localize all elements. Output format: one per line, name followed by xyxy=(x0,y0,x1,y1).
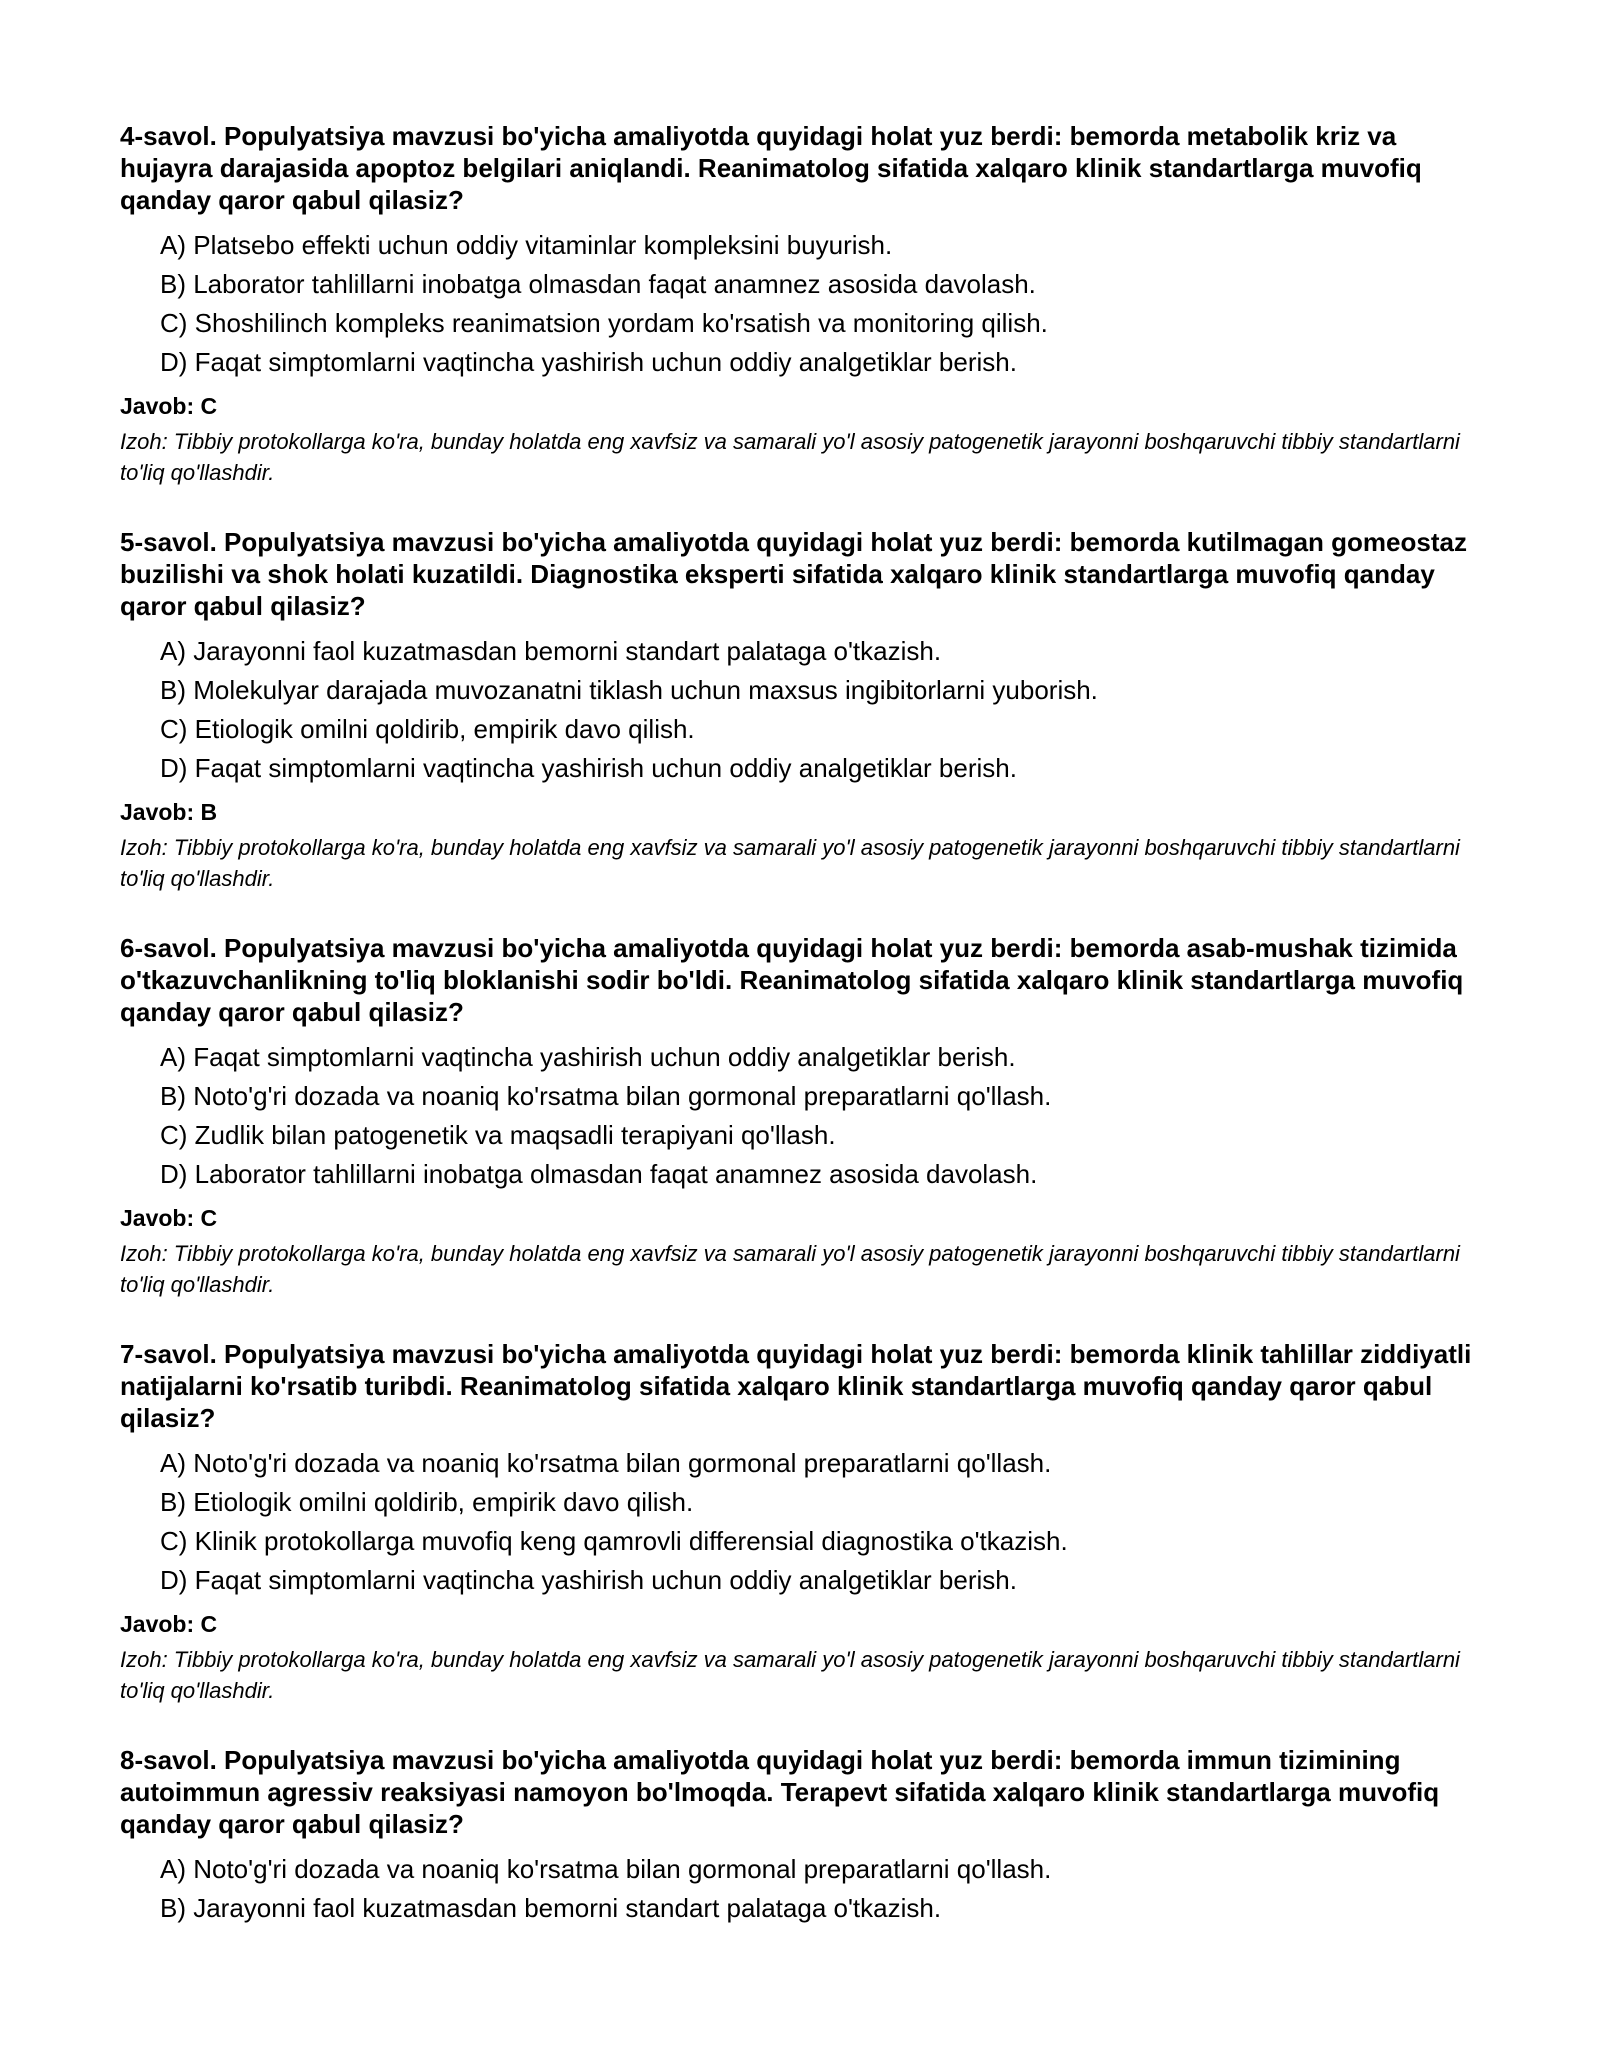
question-text: 6-savol. Populyatsiya mavzusi bo'yicha amaliyotda quyidagi holat yuz berdi: bemorda asab-mushak tizimida o'tkazuvchanlikning to'liq bloklanishi sodir bo'ldi. Reanimatolog sifatida xalqaro klinik standartlarga muvofiq qanday qaror qabul qilasiz? xyxy=(120,933,1464,1027)
question-block xyxy=(120,120,1490,488)
option-b: B) Etiologik omilni qoldirib, empirik davo qilish. xyxy=(160,1487,694,1517)
question-text: 5-savol. Populyatsiya mavzusi bo'yicha amaliyotda quyidagi holat yuz berdi: bemorda kutilmagan gomeostaz buzilishi va shok holati kuzatildi. Diagnostika eksperti sifatida xalqaro klinik standartlarga muvofiq qanday qaror qabul qilasiz? xyxy=(120,527,1467,621)
options-list xyxy=(120,226,1490,382)
answer-label: Javob: C xyxy=(120,393,218,419)
option-c: C) Klinik protokollarga muvofiq keng qamrovli differensial diagnostika o'tkazish. xyxy=(160,1526,1068,1556)
question-text: 8-savol. Populyatsiya mavzusi bo'yicha amaliyotda quyidagi holat yuz berdi: bemorda immun tizimining autoimmun agressiv reaksiyasi namoyon bo'lmoqda. Terapevt sifatida xalqaro klinik standartlarga muvofiq qanday qaror qabul qilasiz? xyxy=(120,1745,1440,1839)
options-list xyxy=(120,1850,1490,1928)
option-a: A) Faqat simptomlarni vaqtincha yashirish uchun oddiy analgetiklar berish. xyxy=(160,1042,1016,1072)
options-list xyxy=(120,1444,1490,1600)
option-d: D) Faqat simptomlarni vaqtincha yashirish uchun oddiy analgetiklar berish. xyxy=(160,1565,1017,1595)
option-d: D) Laborator tahlillarni inobatga olmasdan faqat anamnez asosida davolash. xyxy=(160,1159,1038,1189)
option-c: C) Zudlik bilan patogenetik va maqsadli terapiyani qo'llash. xyxy=(160,1120,836,1150)
question-text: 4-savol. Populyatsiya mavzusi bo'yicha amaliyotda quyidagi holat yuz berdi: bemorda metabolik kriz va hujayra darajasida apoptoz belgilari aniqlandi. Reanimatolog sifatida xalqaro klinik standartlarga muvofiq qanday qaror qabul qilasiz? xyxy=(120,121,1422,215)
option-b: B) Laborator tahlillarni inobatga olmasdan faqat anamnez asosida davolash. xyxy=(160,269,1036,299)
option-a: A) Jarayonni faol kuzatmasdan bemorni standart palataga o'tkazish. xyxy=(160,636,942,666)
explanation-text: Izoh: Tibbiy protokollarga ko'ra, bunday holatda eng xavfsiz va samarali yo'l asosiy patogenetik jarayonni boshqaruvchi tibbiy standartlarni to'liq qo'llashdir. xyxy=(120,1647,1460,1703)
option-a: A) Noto'g'ri dozada va noaniq ko'rsatma bilan gormonal preparatlarni qo'llash. xyxy=(160,1854,1052,1884)
option-b: B) Noto'g'ri dozada va noaniq ko'rsatma bilan gormonal preparatlarni qo'llash. xyxy=(160,1081,1052,1111)
explanation-text: Izoh: Tibbiy protokollarga ko'ra, bunday holatda eng xavfsiz va samarali yo'l asosiy patogenetik jarayonni boshqaruvchi tibbiy standartlarni to'liq qo'llashdir. xyxy=(120,1241,1460,1297)
option-d: D) Faqat simptomlarni vaqtincha yashirish uchun oddiy analgetiklar berish. xyxy=(160,753,1017,783)
option-b: B) Molekulyar darajada muvozanatni tiklash uchun maxsus ingibitorlarni yuborish. xyxy=(160,675,1098,705)
options-list xyxy=(120,632,1490,788)
answer-label: Javob: C xyxy=(120,1611,218,1637)
explanation-text: Izoh: Tibbiy protokollarga ko'ra, bunday holatda eng xavfsiz va samarali yo'l asosiy patogenetik jarayonni boshqaruvchi tibbiy standartlarni to'liq qo'llashdir. xyxy=(120,429,1460,485)
question-block xyxy=(120,526,1490,894)
answer-label: Javob: B xyxy=(120,799,218,825)
option-c: C) Shoshilinch kompleks reanimatsion yordam ko'rsatish va monitoring qilish. xyxy=(160,308,1048,338)
options-list xyxy=(120,1038,1490,1194)
question-block xyxy=(120,1338,1490,1706)
question-block xyxy=(120,1744,1490,1928)
option-a: A) Platsebo effekti uchun oddiy vitaminlar kompleksini buyurish. xyxy=(160,230,893,260)
question-block xyxy=(120,932,1490,1300)
option-b: B) Jarayonni faol kuzatmasdan bemorni standart palataga o'tkazish. xyxy=(160,1893,942,1923)
option-c: C) Etiologik omilni qoldirib, empirik davo qilish. xyxy=(160,714,695,744)
answer-label: Javob: C xyxy=(120,1205,218,1231)
option-d: D) Faqat simptomlarni vaqtincha yashirish uchun oddiy analgetiklar berish. xyxy=(160,347,1017,377)
option-a: A) Noto'g'ri dozada va noaniq ko'rsatma bilan gormonal preparatlarni qo'llash. xyxy=(160,1448,1052,1478)
explanation-text: Izoh: Tibbiy protokollarga ko'ra, bunday holatda eng xavfsiz va samarali yo'l asosiy patogenetik jarayonni boshqaruvchi tibbiy standartlarni to'liq qo'llashdir. xyxy=(120,835,1460,891)
question-text: 7-savol. Populyatsiya mavzusi bo'yicha amaliyotda quyidagi holat yuz berdi: bemorda klinik tahlillar ziddiyatli natijalarni ko'rsatib turibdi. Reanimatolog sifatida xalqaro klinik standartlarga muvofiq qanday qaror qabul qilasiz? xyxy=(120,1339,1472,1433)
